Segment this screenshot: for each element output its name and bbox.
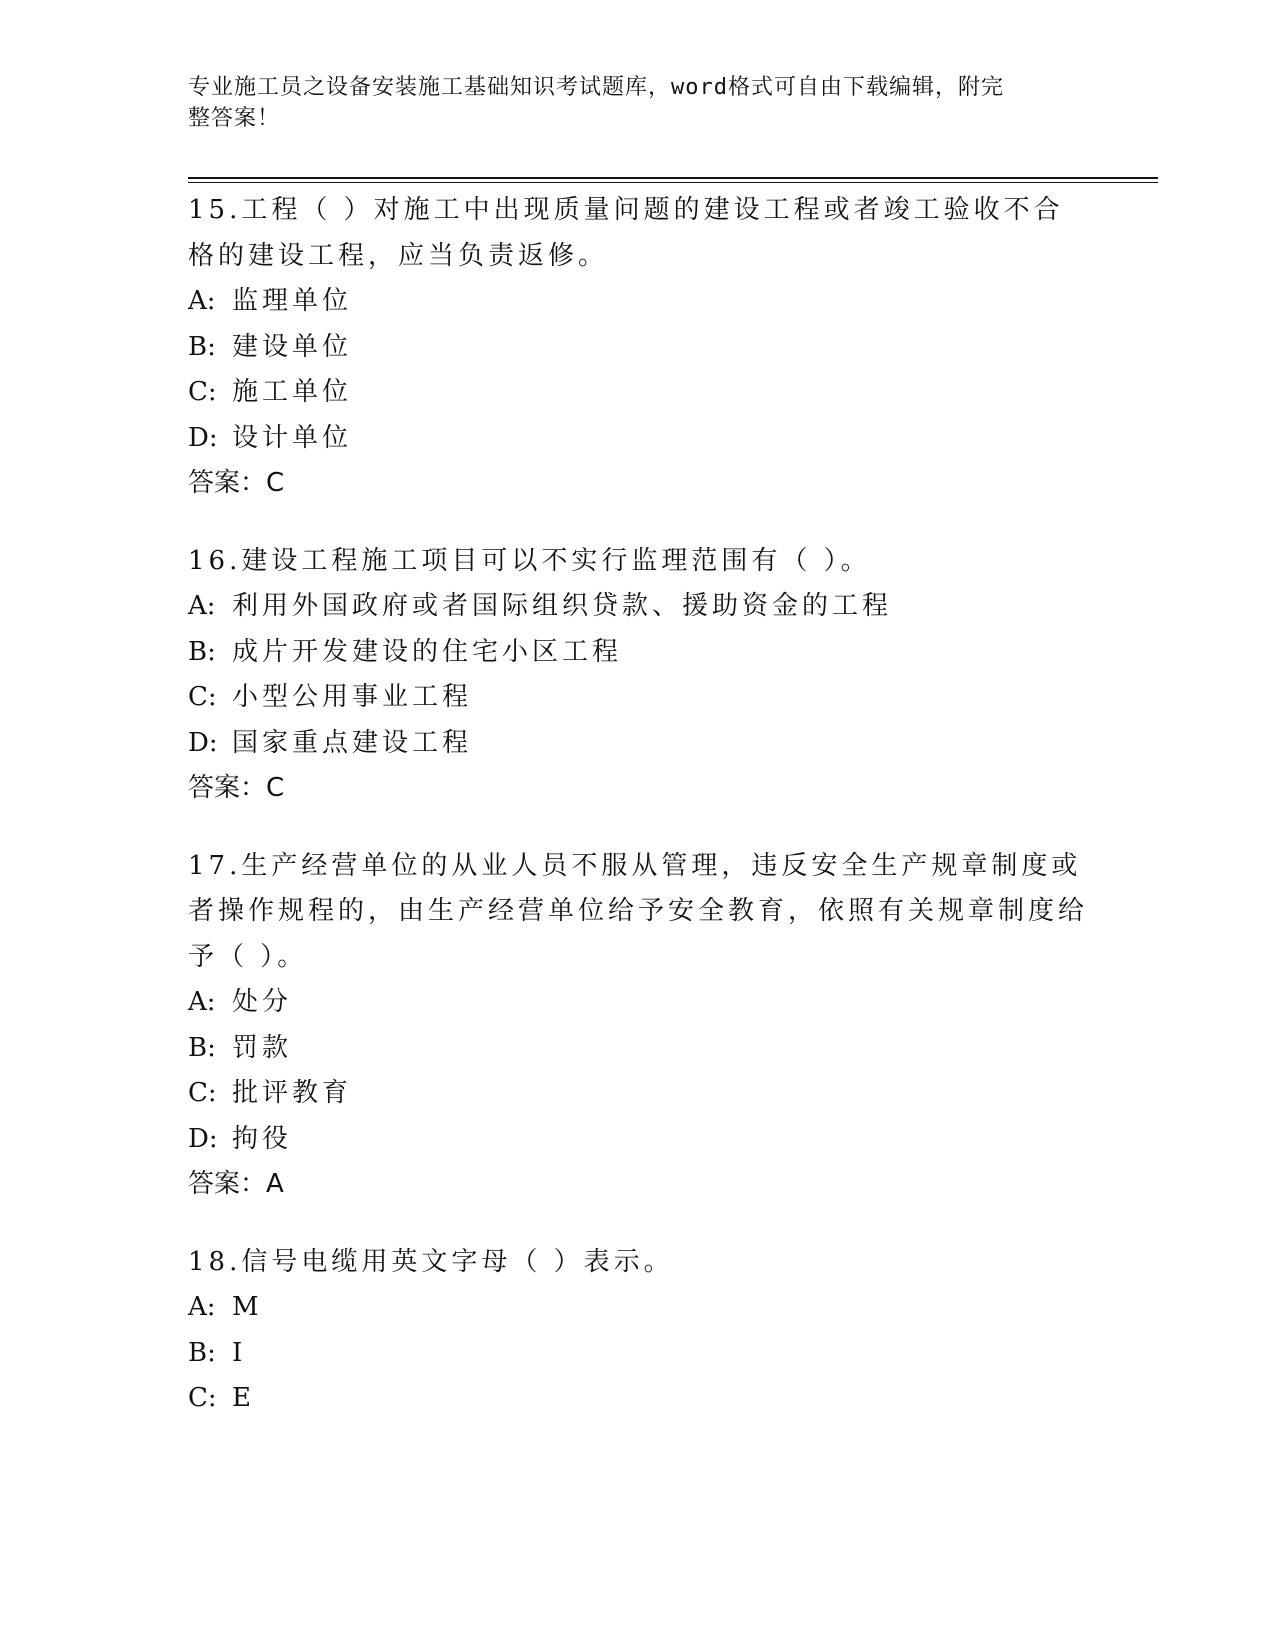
option-letter: A: [188,591,216,621]
answer-line: 答案：C [188,468,285,498]
option-letter: A: [188,1292,216,1322]
question-stem: 18.信号电缆用英文字母（ ）表示。 [188,1246,674,1277]
option-c [188,675,1088,721]
option-letter: B: [188,1032,216,1063]
option-letter: C: [188,682,217,712]
option-text: 利用外国政府或者国际组织贷款、援助资金的工程 [232,591,893,621]
option-text: 监理单位 [232,286,353,316]
option-d [188,721,1088,767]
question-stem: 15.工程（ ）对施工中出现质量问题的建设工程或者竣工验收不合格的建设工程，应当负责返修。 [188,195,1064,271]
header-line-2: 整答案！ [188,106,281,131]
option-text: 成片开发建设的住宅小区工程 [232,636,623,667]
header-line-1: 专业施工员之设备安装施工基础知识考试题库，word格式可自由下载编辑，附完 [188,75,1004,100]
option-a [188,584,1088,630]
header-divider-thin [188,182,1158,183]
option-b [188,630,1088,676]
option-letter: D: [188,727,218,758]
option-text: 拘役 [232,1123,293,1154]
option-letter: D: [188,422,218,453]
option-text: 小型公用事业工程 [232,682,473,712]
option-text: 处分 [232,987,293,1017]
option-letter: D: [188,1123,218,1154]
option-a [188,279,1088,325]
option-letter: B: [188,331,216,362]
option-letter: C: [188,1078,217,1108]
option-letter: A: [188,286,216,316]
option-d [188,1117,1088,1163]
option-letter: C: [188,377,217,407]
option-letter: C: [188,1383,217,1413]
question-15 [188,188,1088,507]
option-c [188,1376,1088,1422]
option-b [188,1026,1088,1072]
option-text: 建设单位 [232,331,353,362]
option-text: 国家重点建设工程 [232,727,473,758]
option-d [188,416,1088,462]
option-text: 罚款 [232,1032,293,1063]
question-stem: 16.建设工程施工项目可以不实行监理范围有（ ）。 [188,545,871,576]
option-text: I [232,1337,247,1368]
option-letter: B: [188,636,216,667]
header-divider-thick [188,177,1158,179]
option-text: 施工单位 [232,377,353,407]
question-stem: 17.生产经营单位的从业人员不服从管理，违反安全生产规章制度或者操作规程的，由生产经营单位给予安全教育，依照有关规章制度给予（ ）。 [188,850,1089,972]
option-text: 批评教育 [232,1078,353,1108]
option-text: M [232,1292,263,1322]
option-c [188,370,1088,416]
option-a [188,1285,1088,1331]
question-16 [188,539,1088,812]
option-letter: B: [188,1337,216,1368]
answer-line: 答案：C [188,773,285,803]
option-b [188,325,1088,371]
question-list [188,188,1088,1454]
option-text: E [232,1383,255,1413]
question-17 [188,844,1088,1208]
option-a [188,980,1088,1026]
option-letter: A: [188,987,216,1017]
answer-line: 答案：A [188,1169,284,1199]
option-b [188,1331,1088,1377]
question-18 [188,1240,1088,1422]
option-text: 设计单位 [232,422,353,453]
option-c [188,1071,1088,1117]
document-header [188,72,1068,134]
